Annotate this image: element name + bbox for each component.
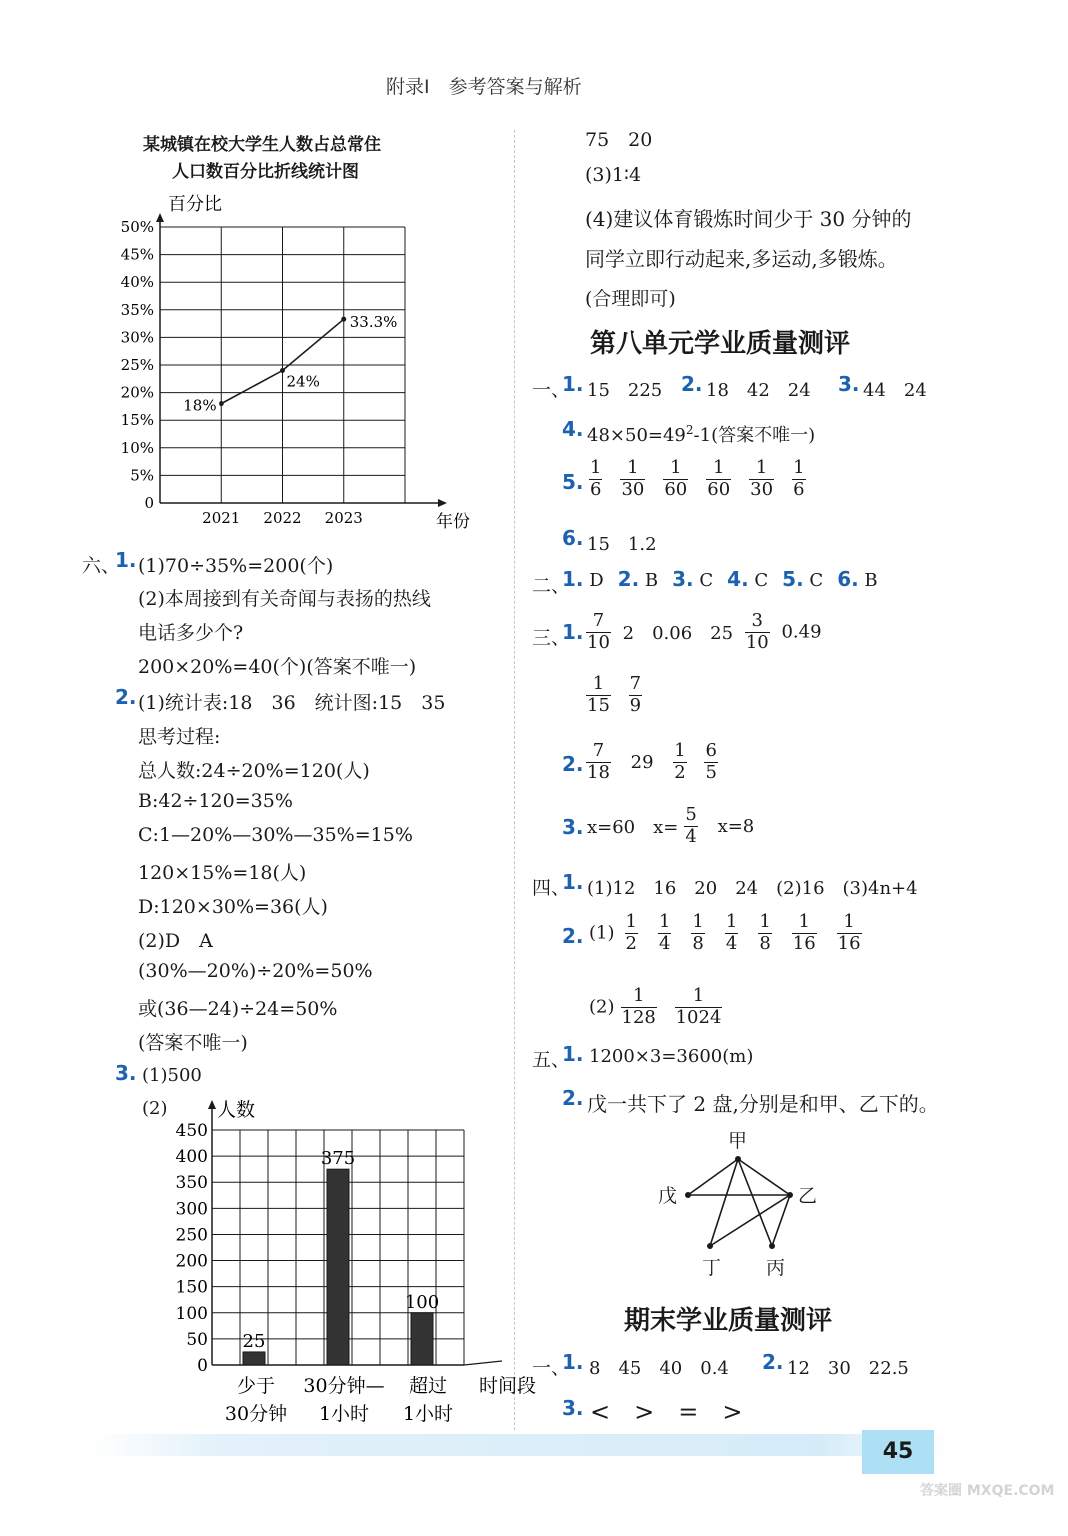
edge-jia-bing bbox=[738, 1159, 772, 1246]
s1-q4-sup: 2 bbox=[685, 423, 694, 437]
s4-q2-frac-3 bbox=[691, 912, 704, 954]
numerator: 7 bbox=[586, 611, 611, 633]
numerator: 7 bbox=[629, 673, 642, 694]
bar-ylabel: 人数 bbox=[217, 1099, 256, 1121]
s1-q1: 15 225 bbox=[587, 380, 663, 401]
denominator: 16 bbox=[792, 932, 816, 954]
s2-q5-answer: C bbox=[803, 570, 824, 591]
line-ytick-label: 50% bbox=[120, 218, 154, 236]
edge-jia-wu bbox=[688, 1159, 738, 1195]
bar-ytick-label: 400 bbox=[175, 1147, 208, 1168]
denominator: 4 bbox=[685, 825, 697, 847]
s1-q4 bbox=[587, 421, 815, 447]
r-top-1: 75 20 bbox=[585, 129, 653, 151]
bar-3 bbox=[411, 1313, 433, 1365]
label-yi: 乙 bbox=[798, 1185, 818, 1207]
numerator: 7 bbox=[586, 741, 611, 763]
r-top-5: (合理即可) bbox=[585, 288, 676, 310]
line-chart bbox=[100, 185, 470, 532]
line-ytick-label: 0 bbox=[144, 494, 154, 512]
s1-q4-part-a: 48×50=49 bbox=[587, 425, 686, 446]
line-y-arrow bbox=[156, 213, 164, 222]
s1-q6-num: 6. bbox=[562, 526, 584, 550]
s3-q3-text-2: x=8 bbox=[717, 815, 755, 837]
page-header: 附录Ⅰ 参考答案与解析 bbox=[386, 76, 582, 98]
line-xtick-label: 2023 bbox=[324, 509, 363, 527]
numerator: 1 bbox=[674, 740, 686, 761]
bar-ytick-label: 100 bbox=[175, 1303, 208, 1324]
numerator: 1 bbox=[621, 986, 657, 1008]
q6-1-c: 200×20%=40(个)(答案不唯一) bbox=[138, 656, 417, 678]
numerator: 1 bbox=[658, 911, 671, 932]
s4-label: 四、 bbox=[532, 877, 571, 899]
s1-q5-fractions bbox=[580, 458, 815, 500]
s5-label: 五、 bbox=[532, 1049, 571, 1071]
f1-q3: < > = > bbox=[590, 1398, 743, 1426]
denominator: 30 bbox=[750, 478, 774, 500]
q6-2-number: 2. bbox=[115, 685, 137, 709]
s2-q1-num: 1. bbox=[562, 567, 584, 591]
s4-q2-frac-2 bbox=[658, 912, 671, 954]
footer-band bbox=[90, 1434, 950, 1456]
denominator: 8 bbox=[692, 932, 704, 954]
line-ytick-label: 45% bbox=[120, 245, 154, 264]
bar-value-label: 375 bbox=[320, 1148, 356, 1170]
q6-2-a: (1)统计表:18 36 统计图:15 35 bbox=[138, 692, 446, 714]
s2-q1-answer: D bbox=[583, 570, 604, 591]
s3-label: 三、 bbox=[532, 627, 571, 649]
bar-x-axis-ext bbox=[464, 1361, 502, 1365]
line-chart-title-2: 人口数百分比折线统计图 bbox=[172, 162, 359, 182]
q6-1-b1: (2)本周接到有关奇闻与表扬的热线 bbox=[138, 588, 431, 610]
s3-q2-num: 2. bbox=[562, 752, 584, 776]
r-top-2: (3)1∶4 bbox=[585, 164, 642, 186]
numerator: 1 bbox=[792, 912, 817, 934]
bar-ytick-label: 50 bbox=[186, 1329, 208, 1350]
line-point bbox=[280, 368, 285, 373]
s3-frac-5 bbox=[586, 741, 611, 783]
s3-frac-6 bbox=[673, 741, 686, 783]
s2-q6-answer: B bbox=[858, 570, 878, 591]
s3-frac-3 bbox=[586, 674, 611, 716]
q6-2-c: 总人数:24÷20%=120(人) bbox=[138, 760, 370, 782]
s2-q5-num: 5. bbox=[782, 567, 804, 591]
s2-q6-num: 6. bbox=[837, 567, 859, 591]
s4-q2-num: 2. bbox=[562, 924, 584, 948]
s1-label: 一、 bbox=[532, 379, 571, 401]
numerator: 1 bbox=[620, 458, 645, 480]
s5-q2-num: 2. bbox=[562, 1086, 584, 1110]
denominator: 4 bbox=[725, 932, 738, 954]
line-ytick-label: 30% bbox=[120, 328, 154, 347]
bar-2 bbox=[327, 1169, 349, 1365]
s3-q3-text-1: x=60 x= bbox=[587, 817, 679, 839]
page-number: 45 bbox=[862, 1430, 934, 1474]
s1-q4-num: 4. bbox=[562, 417, 584, 441]
denominator: 2 bbox=[625, 932, 637, 954]
line-ytick-label: 10% bbox=[120, 438, 154, 457]
s3-frac-2 bbox=[745, 611, 770, 653]
bar-ytick-label: 350 bbox=[175, 1173, 208, 1194]
node-ding bbox=[707, 1243, 713, 1249]
numerator: 1 bbox=[759, 911, 771, 932]
q6-1-a: (1)70÷35%=200(个) bbox=[138, 555, 334, 577]
s1-q2: 18 42 24 bbox=[706, 380, 811, 401]
s1-q5-num: 5. bbox=[562, 470, 584, 494]
node-wu bbox=[685, 1192, 691, 1198]
node-yi bbox=[787, 1192, 793, 1198]
s3-q1-line2 bbox=[580, 674, 648, 716]
denominator: 6 bbox=[793, 478, 805, 500]
tournament-graph bbox=[650, 1125, 840, 1285]
bar-ytick-label: 150 bbox=[175, 1277, 208, 1298]
label-ding: 丁 bbox=[702, 1257, 722, 1279]
numerator: 1 bbox=[837, 912, 862, 934]
denominator: 9 bbox=[629, 694, 642, 716]
denominator: 2 bbox=[674, 761, 686, 783]
label-jia: 甲 bbox=[728, 1130, 748, 1152]
denominator: 8 bbox=[759, 932, 771, 954]
q5-frac-6 bbox=[792, 458, 805, 500]
line-ytick-label: 20% bbox=[120, 383, 154, 402]
denominator: 16 bbox=[837, 932, 861, 954]
s2-label: 二、 bbox=[532, 575, 571, 597]
q5-frac-1 bbox=[589, 458, 602, 500]
line-xtick-label: 2022 bbox=[263, 509, 302, 527]
s3-q1-text-2: 0.49 bbox=[781, 621, 822, 643]
line-ytick-label: 35% bbox=[120, 300, 154, 319]
bar-y-arrow bbox=[208, 1100, 216, 1109]
q5-frac-2 bbox=[620, 458, 645, 500]
node-jia bbox=[735, 1156, 741, 1162]
numerator: 5 bbox=[685, 804, 697, 825]
s2-q4-answer: C bbox=[748, 570, 769, 591]
bar-value-label: 100 bbox=[404, 1291, 440, 1313]
bar-xlabel: 时间段 bbox=[479, 1375, 537, 1397]
s4-q1: (1)12 16 20 24 (2)16 (3)4n+4 bbox=[587, 878, 918, 899]
bar-value-label: 25 bbox=[242, 1330, 266, 1352]
section-six-label: 六、 bbox=[82, 555, 121, 577]
q6-2-j: 或(36—24)÷24=50% bbox=[138, 998, 338, 1020]
s3-q1-num: 1. bbox=[562, 620, 584, 644]
bar-cat-label-1: 超过 bbox=[408, 1375, 448, 1397]
edge-yi-ding bbox=[710, 1195, 790, 1246]
s4-q2-frac-5 bbox=[758, 912, 771, 954]
f1-label: 一、 bbox=[532, 1357, 571, 1379]
bar-ytick-label: 250 bbox=[175, 1225, 208, 1246]
s4-frac-1024 bbox=[675, 986, 723, 1028]
numerator: 6 bbox=[705, 740, 717, 761]
numerator: 1 bbox=[663, 458, 688, 480]
edge-yi-bing bbox=[772, 1195, 790, 1246]
bar-ytick-label: 300 bbox=[175, 1199, 208, 1220]
line-ytick-label: 15% bbox=[120, 411, 154, 430]
final-title: 期末学业质量测评 bbox=[624, 1306, 833, 1336]
s5-q1: 1200×3=3600(m) bbox=[589, 1046, 754, 1067]
bar-ytick-label: 200 bbox=[175, 1251, 208, 1272]
s1-q6: 15 1.2 bbox=[587, 534, 657, 555]
denominator: 1024 bbox=[675, 1006, 722, 1028]
denominator: 128 bbox=[621, 1006, 656, 1028]
q6-1-number: 1. bbox=[115, 548, 137, 572]
s2-q2-answer: B bbox=[639, 570, 659, 591]
q6-2-i: (30%—20%)÷20%=50% bbox=[138, 960, 373, 982]
s2-q2-num: 2. bbox=[617, 567, 640, 591]
denominator: 10 bbox=[587, 631, 610, 653]
q5-frac-3 bbox=[663, 458, 688, 500]
denominator: 60 bbox=[707, 478, 731, 500]
q5-frac-5 bbox=[749, 458, 774, 500]
numerator: 1 bbox=[749, 458, 774, 480]
denominator: 30 bbox=[621, 478, 645, 500]
s4-q2-frac-6 bbox=[792, 912, 817, 954]
s4-q2-2-prefix: (2) bbox=[589, 996, 615, 1018]
bar-ytick-label: 0 bbox=[197, 1356, 208, 1376]
s2-answers bbox=[562, 567, 892, 591]
denominator: 60 bbox=[664, 478, 688, 500]
s3-q2-text: 29 bbox=[630, 751, 654, 773]
line-ytick-label: 5% bbox=[130, 466, 154, 485]
q6-2-h: (2)D A bbox=[138, 930, 213, 952]
s3-q1-text-1: 2 0.06 25 bbox=[622, 623, 734, 645]
line-xlabel: 年份 bbox=[436, 512, 470, 532]
bar-cat-label-2: 1小时 bbox=[402, 1403, 454, 1425]
f1-q3-num: 3. bbox=[562, 1396, 584, 1420]
r-top-4: 同学立即行动起来,多运动,多锻炼。 bbox=[585, 247, 898, 271]
denominator: 4 bbox=[658, 932, 671, 954]
denominator: 18 bbox=[587, 761, 610, 783]
s4-q2-frac-4 bbox=[725, 912, 738, 954]
bar-ytick-label: 450 bbox=[175, 1121, 208, 1141]
q6-2-g: D:120×30%=36(人) bbox=[138, 896, 328, 918]
r-top-3: (4)建议体育锻炼时间少于 30 分钟的 bbox=[585, 207, 912, 231]
line-chart-title-1: 某城镇在校大学生人数占总常住 bbox=[143, 135, 381, 155]
s4-q2-1 bbox=[589, 912, 872, 954]
bar-chart bbox=[170, 1090, 537, 1430]
numerator: 1 bbox=[692, 911, 704, 932]
q6-2-f: 120×15%=18(人) bbox=[138, 862, 307, 884]
numerator: 1 bbox=[586, 674, 611, 696]
bar-cat-label-2: 30分钟 bbox=[224, 1403, 288, 1425]
bar-1 bbox=[243, 1352, 265, 1365]
line-point bbox=[219, 401, 224, 406]
line-point bbox=[341, 317, 346, 322]
label-wu: 戊 bbox=[658, 1185, 678, 1207]
denominator: 6 bbox=[590, 478, 602, 500]
s4-q2-2 bbox=[589, 986, 728, 1028]
f1-q2-num: 2. bbox=[762, 1350, 784, 1374]
q6-2-k: (答案不唯一) bbox=[138, 1032, 248, 1054]
line-ylabel: 百分比 bbox=[168, 194, 222, 215]
s1-q3-num: 3. bbox=[838, 372, 860, 396]
s2-q3-answer: C bbox=[693, 570, 714, 591]
s3-frac-7 bbox=[704, 741, 717, 783]
numerator: 1 bbox=[675, 986, 723, 1008]
label-bing: 丙 bbox=[766, 1257, 786, 1279]
s3-q2 bbox=[580, 741, 724, 783]
watermark: 答案圈 MXQE.COM bbox=[920, 1483, 1055, 1499]
f1-q1: 8 45 40 0.4 bbox=[589, 1358, 729, 1379]
line-xtick-label: 2021 bbox=[202, 509, 241, 527]
f1-q2: 12 30 22.5 bbox=[787, 1358, 909, 1379]
denominator: 15 bbox=[587, 694, 610, 716]
numerator: 1 bbox=[706, 458, 731, 480]
q6-2-b: 思考过程: bbox=[138, 726, 221, 748]
s3-frac-4 bbox=[629, 674, 642, 716]
s4-q2-fractions bbox=[615, 911, 872, 954]
s4-q2-frac-7 bbox=[837, 912, 862, 954]
q6-3-b: (2) bbox=[142, 1098, 168, 1119]
line-point-label: 18% bbox=[183, 396, 217, 415]
s4-q2-1-prefix: (1) bbox=[589, 922, 615, 944]
s4-frac-128 bbox=[621, 986, 657, 1028]
s1-q3: 44 24 bbox=[863, 380, 927, 401]
numerator: 3 bbox=[745, 611, 770, 633]
line-point-label: 33.3% bbox=[349, 313, 398, 332]
denominator: 5 bbox=[705, 761, 717, 783]
denominator: 10 bbox=[745, 631, 769, 653]
s4-q2-frac-1 bbox=[625, 912, 638, 954]
node-bing bbox=[769, 1243, 775, 1249]
line-x-arrow bbox=[438, 499, 447, 507]
s1-q1-num: 1. bbox=[562, 372, 584, 396]
numerator: 1 bbox=[793, 457, 805, 478]
s3-frac-8 bbox=[684, 805, 697, 847]
numerator: 1 bbox=[625, 911, 637, 932]
s1-q2-num: 2. bbox=[681, 372, 703, 396]
s3-q3-num: 3. bbox=[562, 815, 584, 839]
line-point-label: 24% bbox=[286, 372, 320, 391]
s2-q3-num: 3. bbox=[672, 567, 694, 591]
line-ytick-label: 25% bbox=[120, 356, 154, 374]
s2-q4-num: 4. bbox=[727, 567, 749, 591]
q6-2-e: C:1—20%—30%—35%=15% bbox=[138, 824, 413, 846]
q5-frac-4 bbox=[706, 458, 731, 500]
numerator: 1 bbox=[725, 911, 738, 932]
q6-3-number: 3. bbox=[115, 1061, 137, 1085]
edge-jia-ding bbox=[710, 1159, 738, 1246]
s5-q1-num: 1. bbox=[562, 1042, 584, 1066]
s3-frac-1 bbox=[586, 611, 611, 653]
q6-1-b2: 电话多少个? bbox=[138, 622, 244, 644]
s5-q2: 戊一共下了 2 盘,分别是和甲、乙下的。 bbox=[587, 1092, 939, 1116]
s3-q3 bbox=[587, 805, 754, 847]
line-ytick-label: 40% bbox=[120, 273, 154, 292]
q6-2-d: B:42÷120=35% bbox=[138, 790, 293, 812]
f1-q1-num: 1. bbox=[562, 1350, 584, 1374]
bar-cat-label-2: 1小时 bbox=[318, 1403, 370, 1425]
s3-q1-line1 bbox=[580, 611, 822, 653]
numerator: 1 bbox=[590, 457, 602, 478]
bar-cat-label-1: 少于 bbox=[236, 1375, 276, 1397]
unit8-title: 第八单元学业质量测评 bbox=[590, 329, 851, 359]
q6-3-a: (1)500 bbox=[142, 1065, 202, 1086]
bar-cat-label-1: 30分钟— bbox=[303, 1375, 385, 1397]
s4-q1-num: 1. bbox=[562, 870, 584, 894]
s1-q4-part-b: -1(答案不唯一) bbox=[693, 425, 816, 446]
